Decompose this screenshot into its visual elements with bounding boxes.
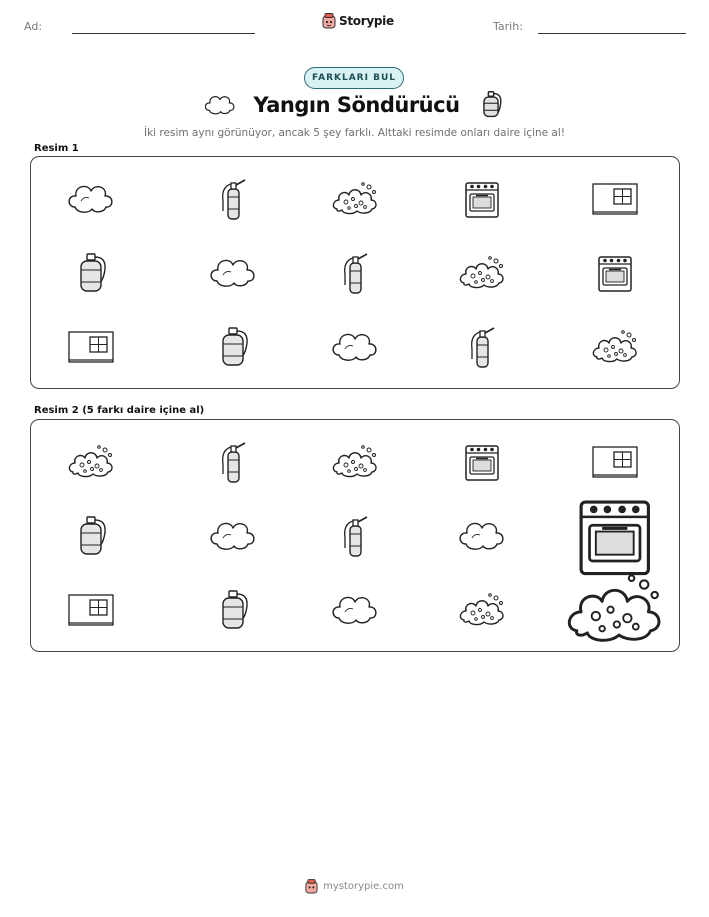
window-icon <box>56 312 126 382</box>
picture2-panel[interactable] <box>30 419 680 652</box>
stove-icon <box>580 238 650 308</box>
gas-canister-icon[interactable] <box>56 501 126 571</box>
fire-extinguisher-icon <box>447 312 517 382</box>
gas-canister-icon <box>478 90 504 120</box>
fire-extinguisher-icon <box>320 238 390 308</box>
name-label: Ad: <box>24 20 43 33</box>
page-title: Yangın Söndürücü <box>253 93 460 117</box>
storypie-mascot-icon <box>305 879 318 894</box>
cloud-icon[interactable] <box>447 501 517 571</box>
fire-extinguisher-icon[interactable] <box>320 501 390 571</box>
foam-icon[interactable] <box>56 427 126 497</box>
cloud-icon <box>198 238 268 308</box>
window-icon <box>580 164 650 234</box>
picture1-label: Resim 1 <box>34 143 79 154</box>
foam-icon <box>580 312 650 382</box>
footer-url: mystorypie.com <box>323 881 404 892</box>
cloud-icon <box>205 93 235 117</box>
stove-icon[interactable] <box>447 427 517 497</box>
brand-name: Storypie <box>339 14 394 28</box>
picture1-panel <box>30 156 680 389</box>
foam-icon[interactable] <box>447 575 517 645</box>
date-field[interactable] <box>538 33 686 34</box>
gas-canister-icon[interactable] <box>198 575 268 645</box>
cloud-icon <box>56 164 126 234</box>
foam-icon[interactable] <box>564 559 666 661</box>
title-row <box>0 90 709 120</box>
foam-icon <box>320 164 390 234</box>
fire-extinguisher-icon <box>198 164 268 234</box>
window-icon[interactable] <box>56 575 126 645</box>
instructions: İki resim aynı görünüyor, ancak 5 şey farklı. Alttaki resimde onları daire içine al! <box>144 127 565 139</box>
name-field[interactable] <box>72 33 255 34</box>
stove-icon <box>447 164 517 234</box>
storypie-mascot-icon <box>322 13 336 29</box>
foam-icon[interactable] <box>320 427 390 497</box>
badge: FARKLARI BUL <box>304 67 404 89</box>
cloud-icon <box>320 312 390 382</box>
foam-icon <box>447 238 517 308</box>
picture2-label: Resim 2 (5 farkı daire içine al) <box>34 405 205 416</box>
cloud-icon[interactable] <box>198 501 268 571</box>
gas-canister-icon <box>56 238 126 308</box>
fire-extinguisher-icon[interactable] <box>198 427 268 497</box>
footer <box>0 879 709 894</box>
date-label: Tarih: <box>493 20 523 33</box>
brand-logo <box>322 13 394 29</box>
cloud-icon[interactable] <box>320 575 390 645</box>
gas-canister-icon <box>198 312 268 382</box>
